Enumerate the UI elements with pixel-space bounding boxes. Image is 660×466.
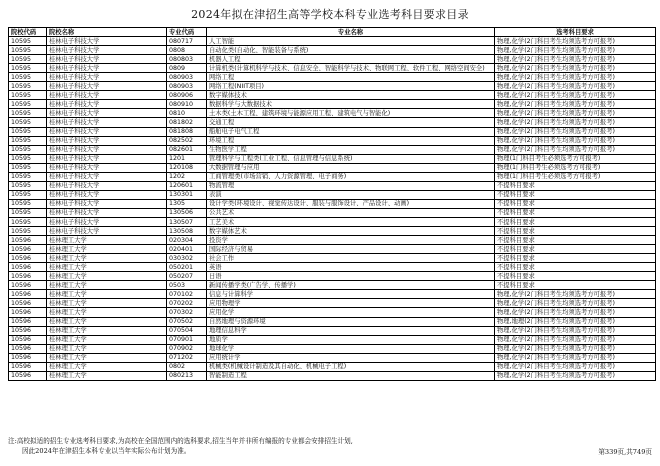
major-name-cell: 数字媒体技术	[207, 91, 495, 100]
table-row	[9, 181, 656, 190]
school-name-cell: 桂林理工大学	[47, 344, 167, 353]
subject-requirement-cell: 不提科目要求	[495, 208, 656, 217]
table-row	[9, 362, 656, 371]
school-name-cell: 桂林电子科技大学	[47, 118, 167, 127]
school-name-cell: 桂林电子科技大学	[47, 190, 167, 199]
table-row	[9, 344, 656, 353]
major-name-cell: 船舶电子电气工程	[207, 127, 495, 136]
table-row	[9, 299, 656, 308]
subject-requirement-cell: 物理,化学(2门科目考生均须选考方可报考)	[495, 73, 656, 82]
subject-requirement-cell: 物理,化学(2门科目考生均须选考方可报考)	[495, 91, 656, 100]
major-name-cell: 大数据管理与应用	[207, 163, 495, 172]
major-code-cell: 082502	[167, 136, 207, 145]
subject-requirement-cell: 物理,化学(2门科目考生均须选考方可报考)	[495, 362, 656, 371]
major-name-cell: 物流管理	[207, 181, 495, 190]
subject-requirement-cell: 物理,化学(2门科目考生均须选考方可报考)	[495, 100, 656, 109]
column-header-school-code: 院校代码	[9, 28, 47, 37]
subject-requirement-cell: 物理,化学(2门科目考生均须选考方可报考)	[495, 55, 656, 64]
school-code-cell: 10596	[9, 371, 47, 380]
table-row	[9, 353, 656, 362]
major-code-cell: 080910	[167, 100, 207, 109]
major-code-cell: 081808	[167, 127, 207, 136]
major-code-cell: 130506	[167, 208, 207, 217]
subject-requirement-cell: 物理(1门科目考生必须选考方可报考)	[495, 172, 656, 181]
school-code-cell: 10596	[9, 290, 47, 299]
school-code-cell: 10596	[9, 353, 47, 362]
school-name-cell: 桂林电子科技大学	[47, 217, 167, 226]
school-name-cell: 桂林电子科技大学	[47, 91, 167, 100]
table-row	[9, 227, 656, 236]
table-row	[9, 55, 656, 64]
school-name-cell: 桂林电子科技大学	[47, 208, 167, 217]
school-code-cell: 10595	[9, 55, 47, 64]
major-code-cell: 1305	[167, 199, 207, 208]
school-code-cell: 10595	[9, 37, 47, 46]
major-code-cell: 1201	[167, 154, 207, 163]
subject-requirement-cell: 不提科目要求	[495, 263, 656, 272]
school-code-cell: 10596	[9, 362, 47, 371]
major-code-cell: 0802	[167, 362, 207, 371]
major-name-cell: 数据科学与大数据技术	[207, 100, 495, 109]
school-code-cell: 10595	[9, 163, 47, 172]
major-name-cell: 自动化类(自动化、智能装备与系统)	[207, 46, 495, 55]
major-code-cell: 082601	[167, 145, 207, 154]
major-code-cell: 070202	[167, 299, 207, 308]
subject-requirement-cell: 物理,化学(2门科目考生均须选考方可报考)	[495, 64, 656, 73]
subject-requirement-cell: 不提科目要求	[495, 190, 656, 199]
major-code-cell: 030302	[167, 254, 207, 263]
column-header-major-code: 专业代码	[167, 28, 207, 37]
school-name-cell: 桂林理工大学	[47, 326, 167, 335]
school-name-cell: 桂林理工大学	[47, 263, 167, 272]
school-name-cell: 桂林理工大学	[47, 317, 167, 326]
major-name-cell: 国际经济与贸易	[207, 245, 495, 254]
major-code-cell: 020401	[167, 245, 207, 254]
school-name-cell: 桂林电子科技大学	[47, 227, 167, 236]
school-code-cell: 10596	[9, 308, 47, 317]
school-name-cell: 桂林理工大学	[47, 371, 167, 380]
school-name-cell: 桂林电子科技大学	[47, 100, 167, 109]
school-name-cell: 桂林理工大学	[47, 281, 167, 290]
subject-requirement-cell: 物理,化学(2门科目考生均须选考方可报考)	[495, 308, 656, 317]
table-row	[9, 109, 656, 118]
school-name-cell: 桂林电子科技大学	[47, 172, 167, 181]
subject-requirement-cell: 不提科目要求	[495, 236, 656, 245]
school-code-cell: 10595	[9, 64, 47, 73]
major-name-cell: 应用统计学	[207, 353, 495, 362]
table-row	[9, 82, 656, 91]
major-name-cell: 环境工程	[207, 136, 495, 145]
major-code-cell: 0503	[167, 281, 207, 290]
column-header-subject-requirement: 选考科目要求	[495, 28, 656, 37]
major-name-cell: 地理信息科学	[207, 326, 495, 335]
table-row	[9, 263, 656, 272]
subject-requirement-cell: 不提科目要求	[495, 281, 656, 290]
subject-requirement-cell: 物理,化学(2门科目考生均须选考方可报考)	[495, 127, 656, 136]
table-row	[9, 118, 656, 127]
school-name-cell: 桂林电子科技大学	[47, 82, 167, 91]
major-code-cell: 081802	[167, 118, 207, 127]
table-row	[9, 317, 656, 326]
major-code-cell: 0810	[167, 109, 207, 118]
table-row	[9, 254, 656, 263]
table-row	[9, 172, 656, 181]
table-row	[9, 64, 656, 73]
subject-requirement-cell: 不提科目要求	[495, 254, 656, 263]
major-name-cell: 网络工程(NIIT项目)	[207, 82, 495, 91]
school-name-cell: 桂林电子科技大学	[47, 136, 167, 145]
major-code-cell: 080903	[167, 73, 207, 82]
table-row	[9, 335, 656, 344]
school-code-cell: 10596	[9, 299, 47, 308]
subject-requirement-cell: 物理,化学(2门科目考生均须选考方可报考)	[495, 145, 656, 154]
major-code-cell: 071202	[167, 353, 207, 362]
school-code-cell: 10595	[9, 145, 47, 154]
table-row	[9, 73, 656, 82]
school-code-cell: 10595	[9, 109, 47, 118]
table-row	[9, 154, 656, 163]
subject-requirement-cell: 物理,化学(2门科目考生均须选考方可报考)	[495, 46, 656, 55]
school-code-cell: 10596	[9, 236, 47, 245]
school-code-cell: 10595	[9, 91, 47, 100]
major-code-cell: 050201	[167, 263, 207, 272]
school-name-cell: 桂林电子科技大学	[47, 154, 167, 163]
subject-requirement-cell: 物理(1门科目考生必须选考方可报考)	[495, 163, 656, 172]
table-row	[9, 136, 656, 145]
major-code-cell: 130507	[167, 217, 207, 226]
major-code-cell: 130301	[167, 190, 207, 199]
table-row	[9, 217, 656, 226]
major-name-cell: 计算机类(计算机科学与技术、信息安全、智能科学与技术、物联网工程、软件工程、网络空间安全)	[207, 64, 495, 73]
school-name-cell: 桂林理工大学	[47, 290, 167, 299]
major-name-cell: 智能制造工程	[207, 371, 495, 380]
school-code-cell: 10596	[9, 344, 47, 353]
table-row	[9, 100, 656, 109]
major-code-cell: 1202	[167, 172, 207, 181]
table-row	[9, 37, 656, 46]
table-row	[9, 281, 656, 290]
table-header-row	[9, 28, 656, 37]
school-name-cell: 桂林理工大学	[47, 362, 167, 371]
subject-requirement-cell: 不提科目要求	[495, 217, 656, 226]
major-name-cell: 应用化学	[207, 308, 495, 317]
school-name-cell: 桂林电子科技大学	[47, 163, 167, 172]
major-code-cell: 070102	[167, 290, 207, 299]
footnote-line: 注:高校拟适的招生专业选考科目要求,为高校在全国范围内的选科要求,招生当年并非所有编报的专业都会安排招生计划,	[8, 437, 353, 445]
subject-requirement-cell: 不提科目要求	[495, 272, 656, 281]
major-name-cell: 自然地理与资源环境	[207, 317, 495, 326]
table-row	[9, 91, 656, 100]
table-row	[9, 272, 656, 281]
table-row	[9, 46, 656, 55]
major-name-cell: 工商管理类(市场营销、人力资源管理、电子商务)	[207, 172, 495, 181]
school-code-cell: 10596	[9, 254, 47, 263]
school-name-cell: 桂林电子科技大学	[47, 73, 167, 82]
major-name-cell: 管理科学与工程类(工业工程、信息管理与信息系统)	[207, 154, 495, 163]
major-code-cell: 070502	[167, 317, 207, 326]
school-code-cell: 10595	[9, 172, 47, 181]
major-name-cell: 地质学	[207, 335, 495, 344]
table-row	[9, 245, 656, 254]
school-name-cell: 桂林电子科技大学	[47, 145, 167, 154]
school-name-cell: 桂林理工大学	[47, 353, 167, 362]
major-name-cell: 英语	[207, 263, 495, 272]
major-name-cell: 网络工程	[207, 73, 495, 82]
school-code-cell: 10595	[9, 46, 47, 55]
major-code-cell: 070902	[167, 344, 207, 353]
subject-requirement-cell: 物理(1门科目考生必须选考方可报考)	[495, 154, 656, 163]
column-header-major-name: 专业名称	[207, 28, 495, 37]
major-name-cell: 社会工作	[207, 254, 495, 263]
major-code-cell: 130508	[167, 227, 207, 236]
major-name-cell: 机械类(机械设计制造及其自动化、机械电子工程)	[207, 362, 495, 371]
major-name-cell: 设计学类(环境设计、视觉传达设计、服装与服饰设计、产品设计、动画)	[207, 199, 495, 208]
table-row	[9, 190, 656, 199]
table-row	[9, 163, 656, 172]
major-name-cell: 土木类(土木工程、建筑环境与能源应用工程、建筑电气与智能化)	[207, 109, 495, 118]
school-name-cell: 桂林电子科技大学	[47, 109, 167, 118]
major-code-cell: 0809	[167, 64, 207, 73]
school-name-cell: 桂林理工大学	[47, 308, 167, 317]
school-name-cell: 桂林电子科技大学	[47, 55, 167, 64]
subject-requirement-cell: 物理,化学(2门科目考生均须选考方可报考)	[495, 299, 656, 308]
table-row	[9, 199, 656, 208]
school-code-cell: 10595	[9, 82, 47, 91]
major-name-cell: 工艺美术	[207, 217, 495, 226]
page-title: 2024年拟在津招生高等学校本科专业选考科目要求目录	[191, 8, 469, 21]
school-name-cell: 桂林理工大学	[47, 236, 167, 245]
table-body	[9, 37, 656, 381]
subject-requirement-cell: 不提科目要求	[495, 227, 656, 236]
school-code-cell: 10596	[9, 245, 47, 254]
major-code-cell: 050207	[167, 272, 207, 281]
major-code-cell: 070504	[167, 326, 207, 335]
subject-requirement-cell: 物理,化学(2门科目考生均须选考方可报考)	[495, 326, 656, 335]
major-code-cell: 020304	[167, 236, 207, 245]
subject-requirement-cell: 物理,化学(2门科目考生均须选考方可报考)	[495, 371, 656, 380]
major-name-cell: 信息与计算科学	[207, 290, 495, 299]
subject-requirement-cell: 不提科目要求	[495, 181, 656, 190]
footnote-line: 因此2024年在津招生本科专业以当年实际公布计划为准。	[22, 447, 191, 455]
major-code-cell: 120108	[167, 163, 207, 172]
school-code-cell: 10595	[9, 181, 47, 190]
school-name-cell: 桂林电子科技大学	[47, 127, 167, 136]
table-row	[9, 127, 656, 136]
subject-requirement-cell: 物理,化学(2门科目考生均须选考方可报考)	[495, 118, 656, 127]
school-code-cell: 10595	[9, 199, 47, 208]
page-counter: 第339页,共749页	[598, 448, 652, 456]
table-row	[9, 145, 656, 154]
subject-requirement-cell: 物理,化学(2门科目考生均须选考方可报考)	[495, 335, 656, 344]
table-row	[9, 371, 656, 380]
requirements-table	[8, 27, 656, 381]
school-name-cell: 桂林电子科技大学	[47, 46, 167, 55]
school-name-cell: 桂林电子科技大学	[47, 199, 167, 208]
school-code-cell: 10596	[9, 335, 47, 344]
subject-requirement-cell: 物理,化学(2门科目考生均须选考方可报考)	[495, 109, 656, 118]
footnote	[8, 436, 353, 456]
major-name-cell: 新闻传播学类(广告学、传播学)	[207, 281, 495, 290]
subject-requirement-cell: 不提科目要求	[495, 199, 656, 208]
subject-requirement-cell: 物理,化学(2门科目考生均须选考方可报考)	[495, 136, 656, 145]
school-name-cell: 桂林电子科技大学	[47, 64, 167, 73]
subject-requirement-cell: 物理,化学(2门科目考生均须选考方可报考)	[495, 37, 656, 46]
major-code-cell: 070302	[167, 308, 207, 317]
school-code-cell: 10595	[9, 227, 47, 236]
school-code-cell: 10595	[9, 190, 47, 199]
major-name-cell: 生物医学工程	[207, 145, 495, 154]
school-code-cell: 10595	[9, 217, 47, 226]
column-header-school-name: 院校名称	[47, 28, 167, 37]
school-name-cell: 桂林理工大学	[47, 272, 167, 281]
school-name-cell: 桂林理工大学	[47, 254, 167, 263]
school-code-cell: 10596	[9, 263, 47, 272]
school-name-cell: 桂林电子科技大学	[47, 181, 167, 190]
school-code-cell: 10596	[9, 272, 47, 281]
major-code-cell: 080903	[167, 82, 207, 91]
major-name-cell: 日语	[207, 272, 495, 281]
major-code-cell: 120601	[167, 181, 207, 190]
major-name-cell: 交通工程	[207, 118, 495, 127]
major-code-cell: 080717	[167, 37, 207, 46]
subject-requirement-cell: 物理,化学(2门科目考生均须选考方可报考)	[495, 344, 656, 353]
school-name-cell: 桂林理工大学	[47, 335, 167, 344]
school-name-cell: 桂林理工大学	[47, 299, 167, 308]
major-name-cell: 投资学	[207, 236, 495, 245]
major-code-cell: 080803	[167, 55, 207, 64]
major-name-cell: 地球化学	[207, 344, 495, 353]
table-row	[9, 326, 656, 335]
major-name-cell: 公共艺术	[207, 208, 495, 217]
school-code-cell: 10595	[9, 127, 47, 136]
subject-requirement-cell: 不提科目要求	[495, 245, 656, 254]
subject-requirement-cell: 物理,化学(2门科目考生均须选考方可报考)	[495, 290, 656, 299]
school-code-cell: 10596	[9, 317, 47, 326]
school-code-cell: 10596	[9, 281, 47, 290]
subject-requirement-cell: 物理,地理(2门科目考生均须选考方可报考)	[495, 317, 656, 326]
school-code-cell: 10595	[9, 73, 47, 82]
major-name-cell: 表演	[207, 190, 495, 199]
school-name-cell: 桂林电子科技大学	[47, 37, 167, 46]
school-code-cell: 10595	[9, 136, 47, 145]
table-row	[9, 290, 656, 299]
subject-requirement-cell: 物理,化学(2门科目考生均须选考方可报考)	[495, 82, 656, 91]
major-code-cell: 080213	[167, 371, 207, 380]
table-row	[9, 236, 656, 245]
major-name-cell: 人工智能	[207, 37, 495, 46]
major-name-cell: 机器人工程	[207, 55, 495, 64]
table-row	[9, 308, 656, 317]
major-code-cell: 0808	[167, 46, 207, 55]
major-name-cell: 数字媒体艺术	[207, 227, 495, 236]
school-code-cell: 10596	[9, 326, 47, 335]
subject-requirement-cell: 物理,化学(2门科目考生均须选考方可报考)	[495, 353, 656, 362]
major-name-cell: 应用物理学	[207, 299, 495, 308]
table-row	[9, 208, 656, 217]
school-name-cell: 桂林理工大学	[47, 245, 167, 254]
school-code-cell: 10595	[9, 118, 47, 127]
school-code-cell: 10595	[9, 208, 47, 217]
school-code-cell: 10595	[9, 100, 47, 109]
major-code-cell: 080906	[167, 91, 207, 100]
school-code-cell: 10595	[9, 154, 47, 163]
major-code-cell: 070901	[167, 335, 207, 344]
